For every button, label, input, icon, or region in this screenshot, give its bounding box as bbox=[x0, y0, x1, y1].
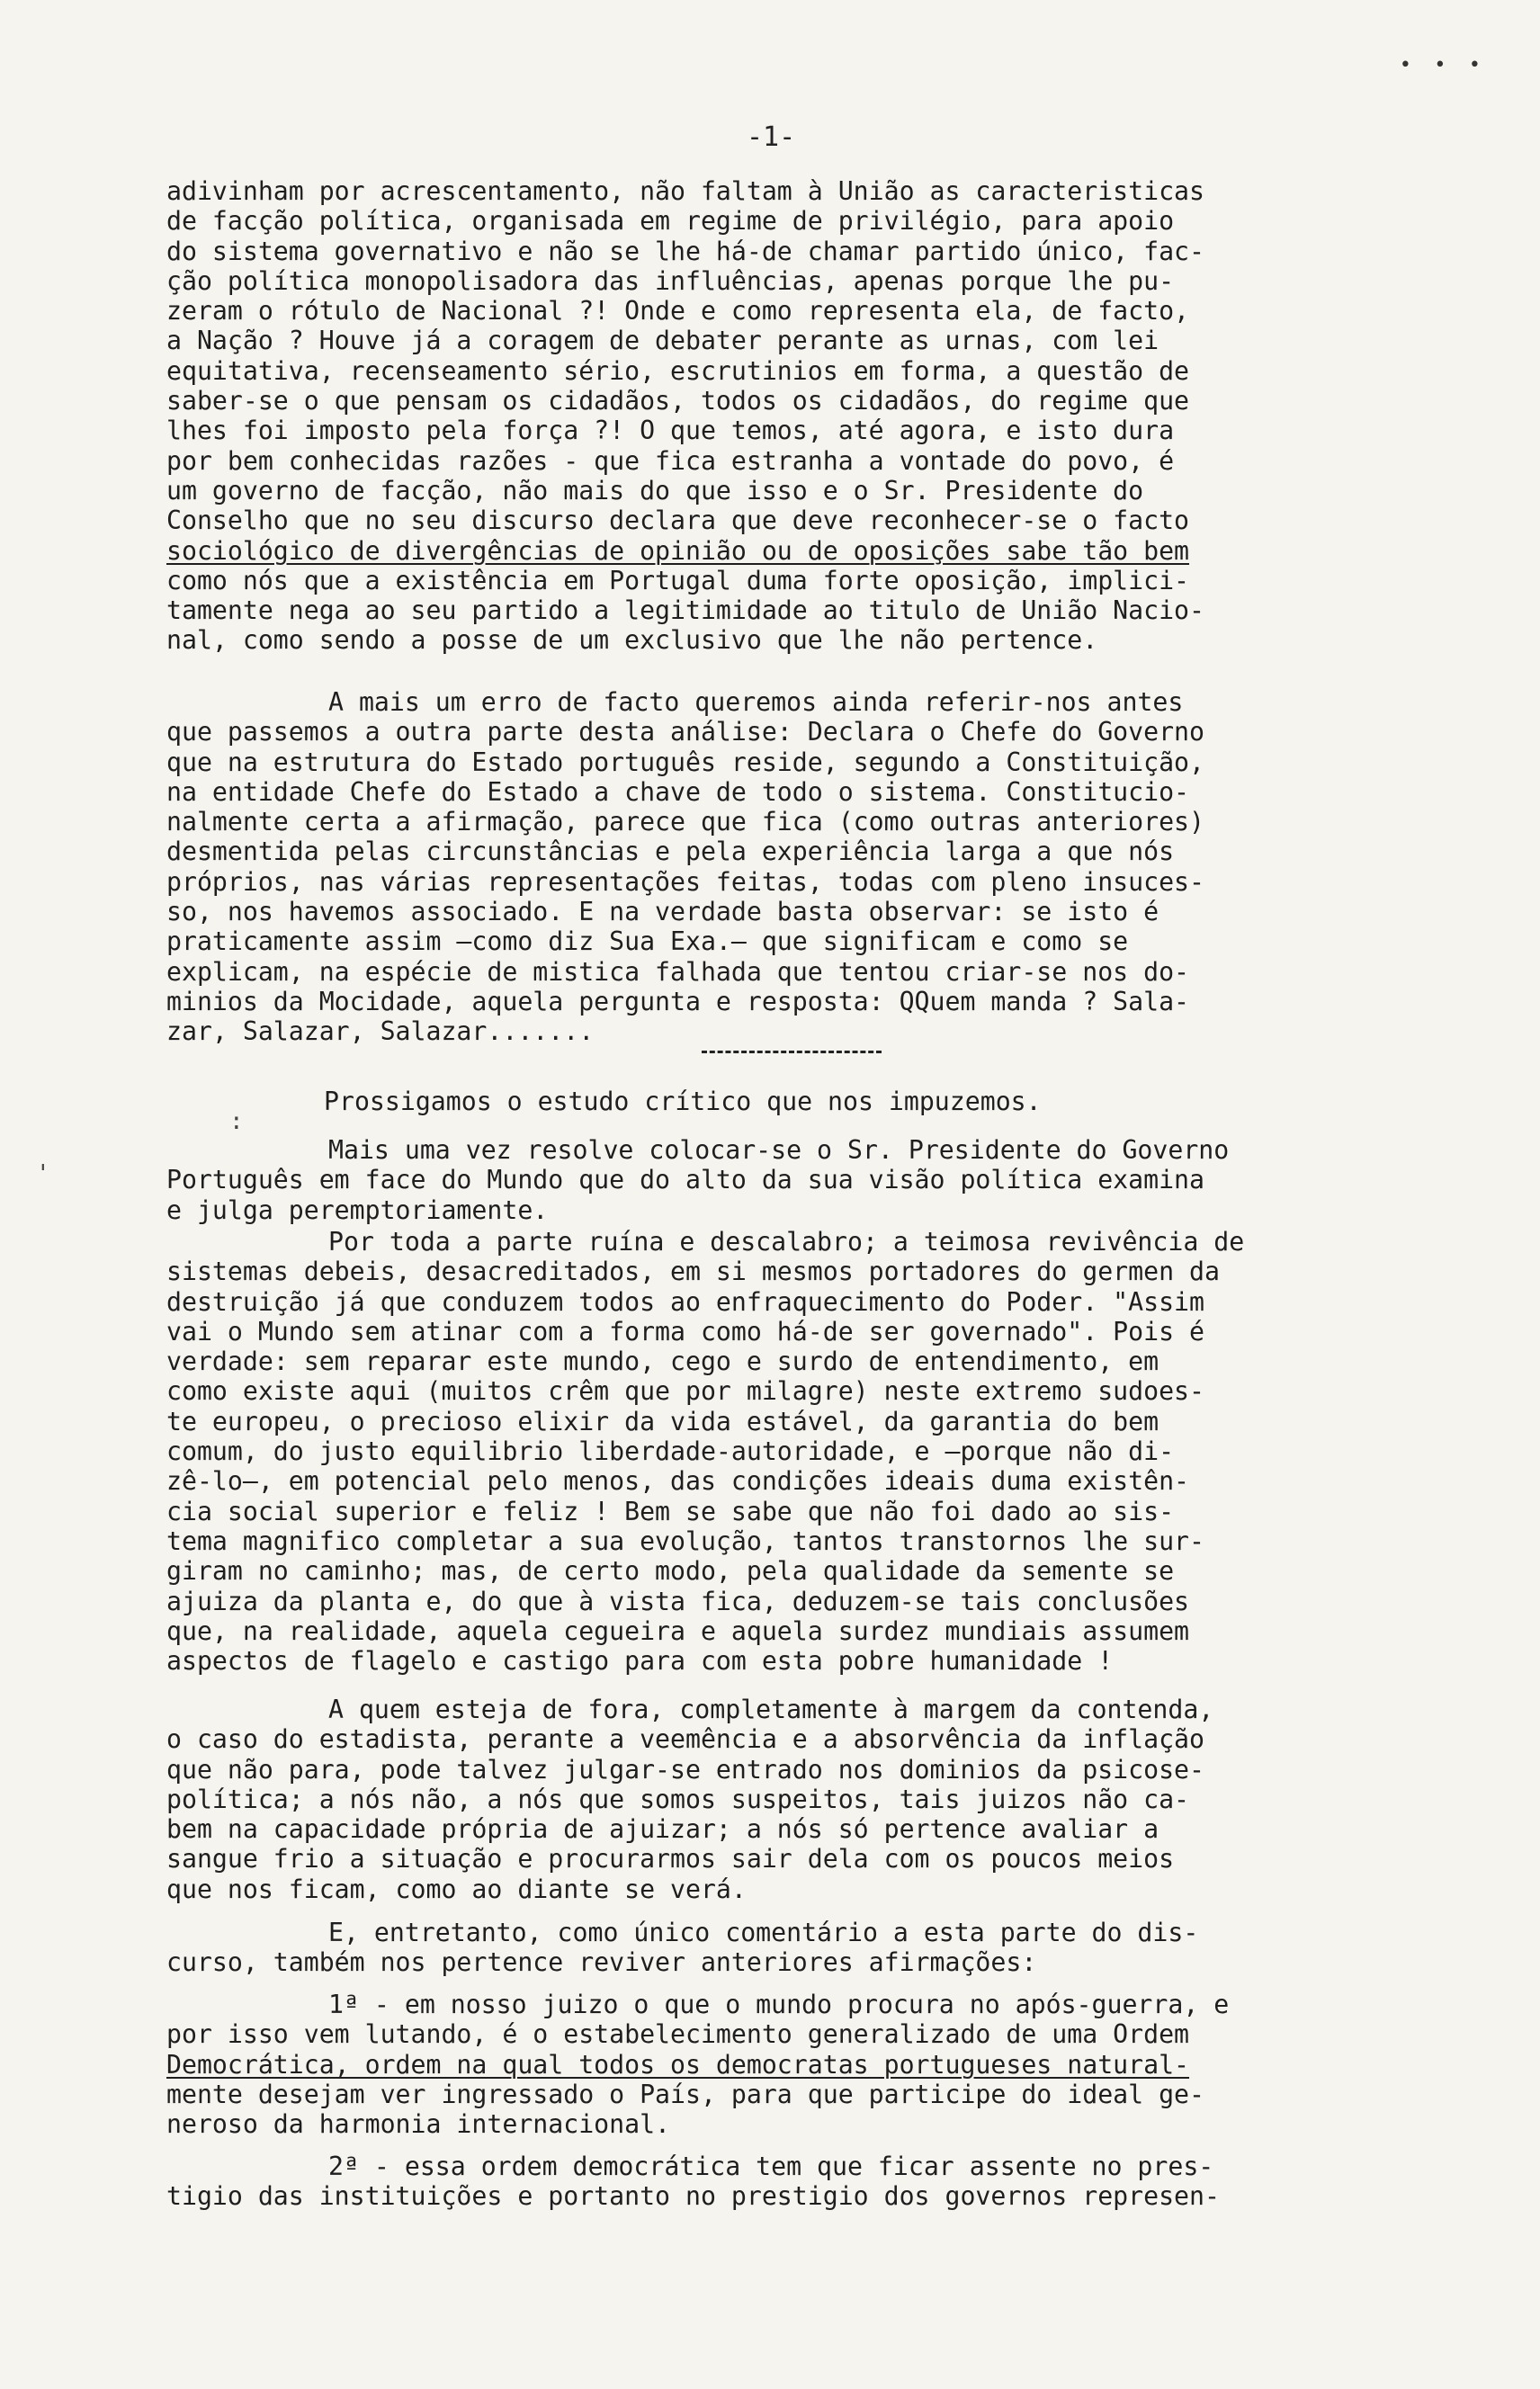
text-line: praticamente assim —como diz Sua Exa.— que significam e como se bbox=[166, 926, 1129, 957]
margin-mark: ' bbox=[36, 1160, 50, 1187]
text-line: cia social superior e feliz ! Bem se sabe que não foi dado ao sis- bbox=[166, 1496, 1175, 1526]
text-line: Mais uma vez resolve colocar-se o Sr. Presidente do Governo bbox=[328, 1135, 1230, 1165]
text-line: política; a nós não, a nós que somos suspeitos, tais juizos não ca- bbox=[166, 1784, 1190, 1814]
text-line: a Nação ? Houve já a coragem de debater perante as urnas, com lei bbox=[166, 326, 1159, 356]
text-line: bem na capacidade própria de ajuizar; a nós só pertence avaliar a bbox=[166, 1814, 1159, 1845]
text-line: Democrática, ordem na qual todos os democratas portugueses natural- bbox=[166, 2049, 1190, 2080]
paragraph-4 bbox=[166, 1135, 1421, 1225]
text-line: um governo de facção, não mais do que isso e o Sr. Presidente do bbox=[166, 475, 1144, 506]
text-line: neroso da harmonia internacional. bbox=[166, 2109, 671, 2140]
text-line: tamente nega ao seu partido a legitimidade ao titulo de União Nacio- bbox=[166, 595, 1204, 626]
text-line: so, nos havemos associado. E na verdade basta observar: se isto é bbox=[166, 897, 1159, 927]
text-line: A quem esteja de fora, completamente à margem da contenda, bbox=[328, 1695, 1214, 1724]
text-line: como existe aqui (muitos crêm que por milagre) neste extremo sudoes- bbox=[166, 1376, 1204, 1407]
text-line: o caso do estadista, perante a veemência e a absorvência da inflação bbox=[166, 1724, 1204, 1755]
text-line: comum, do justo equilibrio liberdade-autoridade, e —porque não di- bbox=[166, 1436, 1175, 1467]
paragraph-7 bbox=[166, 1918, 1421, 1978]
text-line: 2ª - essa ordem democrática tem que ficar assente no pres- bbox=[328, 2152, 1214, 2181]
text-line: que passemos a outra parte desta análise: Declara o Chefe do Governo bbox=[166, 717, 1204, 747]
text-line: zeram o rótulo de Nacional ?! Onde e como representa ela, de facto, bbox=[166, 296, 1190, 327]
paragraph-5 bbox=[166, 1227, 1421, 1676]
text-line: te europeu, o precioso elixir da vida estável, da garantia do bem bbox=[166, 1406, 1159, 1436]
text-line: giram no caminho; mas, de certo modo, pela qualidade da semente se bbox=[166, 1556, 1175, 1587]
text-line: zê-lo—, em potencial pelo menos, das condições ideais duma existên- bbox=[166, 1466, 1190, 1497]
text-line: Conselho que no seu discurso declara que deve reconhecer-se o facto bbox=[166, 506, 1190, 536]
text-line: adivinham por acrescentamento, não faltam à União as caracteristicas bbox=[166, 176, 1204, 206]
text-line: de facção política, organisada em regime de privilégio, para apoio bbox=[166, 206, 1175, 237]
text-line: verdade: sem reparar este mundo, cego e surdo de entendimento, em bbox=[166, 1347, 1159, 1377]
page-number: -1- bbox=[747, 121, 796, 153]
text-line: que nos ficam, como ao diante se verá. bbox=[166, 1874, 747, 1904]
text-line: sistemas debeis, desacreditados, em si mesmos portadores do germen da bbox=[166, 1257, 1220, 1287]
text-line: por isso vem lutando, é o estabelecimento generalizado de uma Ordem bbox=[166, 2019, 1190, 2050]
text-line: como nós que a existência em Portugal duma forte oposição, implici- bbox=[166, 565, 1190, 595]
paragraph-1 bbox=[166, 176, 1421, 656]
paragraph-9 bbox=[166, 2152, 1421, 2212]
text-line: destruição já que conduzem todos ao enfraquecimento do Poder. "Assim bbox=[166, 1286, 1204, 1317]
text-line: equitativa, recenseamento sério, escrutinios em forma, a questão de bbox=[166, 355, 1190, 386]
text-line: que não para, pode talvez julgar-se entrado nos dominios da psicose- bbox=[166, 1754, 1204, 1785]
text-line: sociológico de divergências de opinião ou de oposições sabe tão bem bbox=[166, 535, 1190, 566]
text-line: próprios, nas várias representações feitas, todas com pleno insuces- bbox=[166, 866, 1204, 897]
margin-mark: : bbox=[229, 1108, 244, 1135]
text-line: E, entretanto, como único comentário a esta parte do dis- bbox=[328, 1918, 1199, 1947]
text-line: Por toda a parte ruína e descalabro; a teimosa revivência de bbox=[328, 1227, 1245, 1257]
text-line: mente desejam ver ingressado o País, para que participe do ideal ge- bbox=[166, 2079, 1204, 2109]
text-line: sangue frio a situação e procurarmos sair dela com os poucos meios bbox=[166, 1844, 1175, 1875]
text-line: que, na realidade, aquela cegueira e aquela surdez mundiais assumem bbox=[166, 1615, 1190, 1646]
text-line: e julga peremptoriamente. bbox=[166, 1194, 549, 1225]
text-line: saber-se o que pensam os cidadãos, todos os cidadãos, do regime que bbox=[166, 386, 1190, 416]
paragraph-3 bbox=[166, 1087, 1421, 1116]
text-line: nalmente certa a afirmação, parece que fica (como outras anteriores) bbox=[166, 807, 1204, 837]
text-line: ção política monopolisadora das influências, apenas porque lhe pu- bbox=[166, 265, 1175, 296]
text-line: explicam, na espécie de mistica falhada que tentou criar-se nos do- bbox=[166, 956, 1190, 987]
text-line: aspectos de flagelo e castigo para com esta pobre humanidade ! bbox=[166, 1646, 1114, 1677]
text-line: curso, também nos pertence reviver anteriores afirmações: bbox=[166, 1947, 1037, 1978]
text-line: lhes foi imposto pela força ?! O que temos, até agora, e isto dura bbox=[166, 416, 1175, 446]
paragraph-6 bbox=[166, 1695, 1421, 1904]
paragraph-8 bbox=[166, 1990, 1421, 2139]
text-line: vai o Mundo sem atinar com a forma como há-de ser governado". Pois é bbox=[166, 1316, 1204, 1347]
corner-mark: • • • bbox=[1399, 54, 1486, 76]
section-separator bbox=[702, 1051, 882, 1053]
text-line: do sistema governativo e não se lhe há-de chamar partido único, fac- bbox=[166, 236, 1204, 266]
text-line: que na estrutura do Estado português reside, segundo a Constituição, bbox=[166, 747, 1204, 777]
text-line: nal, como sendo a posse de um exclusivo que lhe não pertence. bbox=[166, 625, 1098, 656]
text-line: A mais um erro de facto queremos ainda referir-nos antes bbox=[328, 687, 1184, 717]
text-line: tema magnifico completar a sua evolução, tantos transtornos lhe sur- bbox=[166, 1526, 1204, 1556]
paragraph-2 bbox=[166, 687, 1421, 1047]
text-line: tigio das instituições e portanto no prestigio dos governos represen- bbox=[166, 2181, 1220, 2212]
text-line: na entidade Chefe do Estado a chave de todo o sistema. Constitucio- bbox=[166, 776, 1190, 807]
text-line: minios da Mocidade, aquela pergunta e resposta: QQuem manda ? Sala- bbox=[166, 986, 1190, 1016]
text-line: zar, Salazar, Salazar....... bbox=[166, 1016, 595, 1047]
text-line: 1ª - em nosso juizo o que o mundo procura no após-guerra, e bbox=[328, 1990, 1230, 2019]
text-line: Prossigamos o estudo crítico que nos impuzemos. bbox=[324, 1087, 1042, 1116]
text-line: por bem conhecidas razões - que fica estranha a vontade do povo, é bbox=[166, 445, 1175, 476]
text-line: ajuiza da planta e, do que à vista fica, deduzem-se tais conclusões bbox=[166, 1586, 1190, 1616]
text-line: Português em face do Mundo que do alto da sua visão política examina bbox=[166, 1165, 1204, 1195]
text-line: desmentida pelas circunstâncias e pela experiência larga a que nós bbox=[166, 837, 1175, 867]
